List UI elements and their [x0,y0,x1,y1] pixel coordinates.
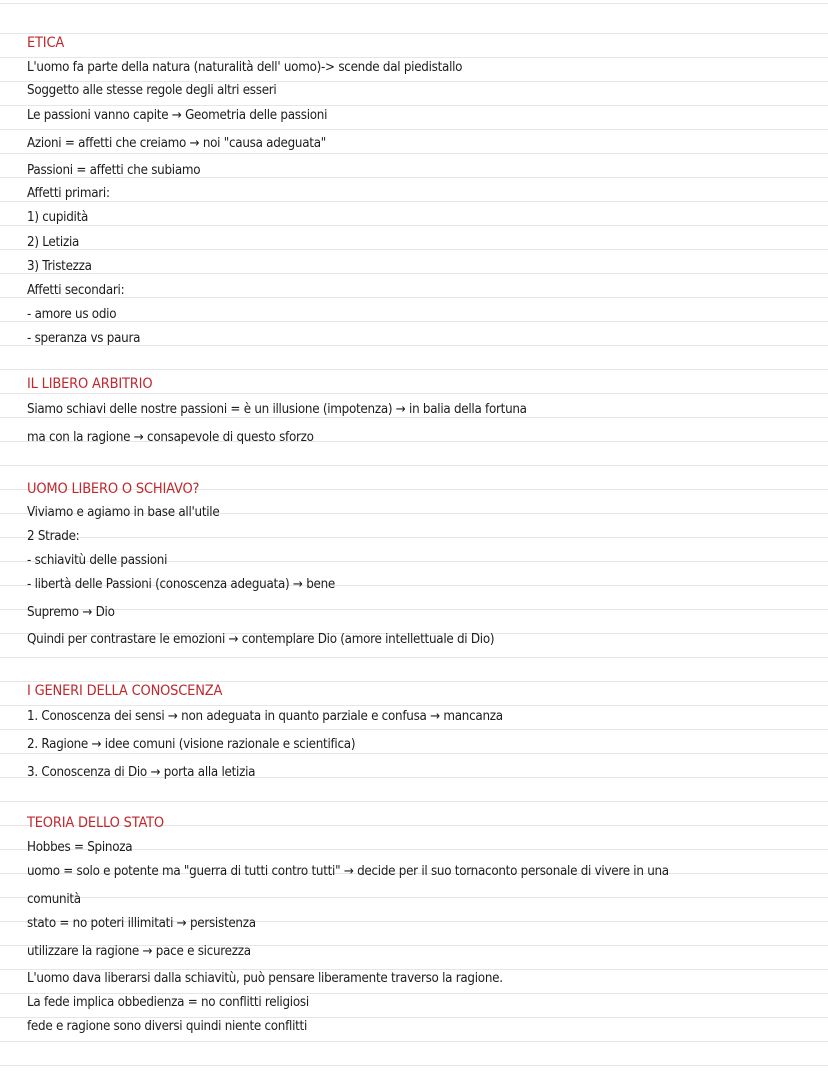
note-line: fede e ragione sono diversi quindi niente conflitti [27,1019,308,1034]
note-line: - speranza vs paura [27,331,141,346]
note-line: Supremo → Dio [27,605,115,620]
note-line: L'uomo fa parte della natura (naturalità dell' uomo)-> scende dal piedistallo [27,60,463,75]
note-line: - libertà delle Passioni (conoscenza adeguata) → bene [27,577,335,592]
note-line: ma con la ragione → consapevole di questo sforzo [27,430,314,445]
section-title: UOMO LIBERO O SCHIAVO? [27,481,200,497]
note-line: Affetti secondari: [27,283,125,298]
note-line: Hobbes = Spinoza [27,840,133,855]
note-line: Passioni = affetti che subiamo [27,163,201,178]
note-line: Quindi per contrastare le emozioni → contemplare Dio (amore intellettuale di Dio) [27,632,495,647]
note-line: Soggetto alle stesse regole degli altri esseri [27,83,277,98]
note-line: uomo = solo e potente ma "guerra di tutti contro tutti" → decide per il suo tornaconto personale di vivere in una [27,864,669,879]
note-line: - amore us odio [27,307,117,322]
note-line: 1) cupidità [27,210,89,225]
section-title: TEORIA DELLO STATO [27,815,165,831]
note-line: 2. Ragione → idee comuni (visione razionale e scientifica) [27,737,356,752]
note-line: 2 Strade: [27,529,80,544]
note-line: 1. Conoscenza dei sensi → non adeguata in quanto parziale e confusa → mancanza [27,709,503,724]
note-line: Le passioni vanno capite → Geometria delle passioni [27,108,328,123]
note-line: 2) Letizia [27,235,80,250]
note-line: La fede implica obbedienza = no conflitti religiosi [27,995,309,1010]
section-title: IL LIBERO ARBITRIO [27,376,153,392]
note-line: stato = no poteri illimitati → persistenza [27,916,256,931]
section-title: I GENERI DELLA CONOSCENZA [27,683,223,699]
note-line: utilizzare la ragione → pace e sicurezza [27,944,251,959]
note-line: Affetti primari: [27,186,110,201]
note-line: L'uomo dava liberarsi dalla schiavitù, può pensare liberamente traverso la ragione. [27,971,503,986]
note-line: 3. Conoscenza di Dio → porta alla letizia [27,765,256,780]
note-line: 3) Tristezza [27,259,92,274]
note-line: Azioni = affetti che creiamo → noi "causa adeguata" [27,136,326,151]
note-line: comunità [27,892,81,907]
note-line: Siamo schiavi delle nostre passioni = è un illusione (impotenza) → in balia della fortuna [27,402,527,417]
note-line: Viviamo e agiamo in base all'utile [27,505,220,520]
note-line: - schiavitù delle passioni [27,553,168,568]
section-title: ETICA [27,35,65,51]
